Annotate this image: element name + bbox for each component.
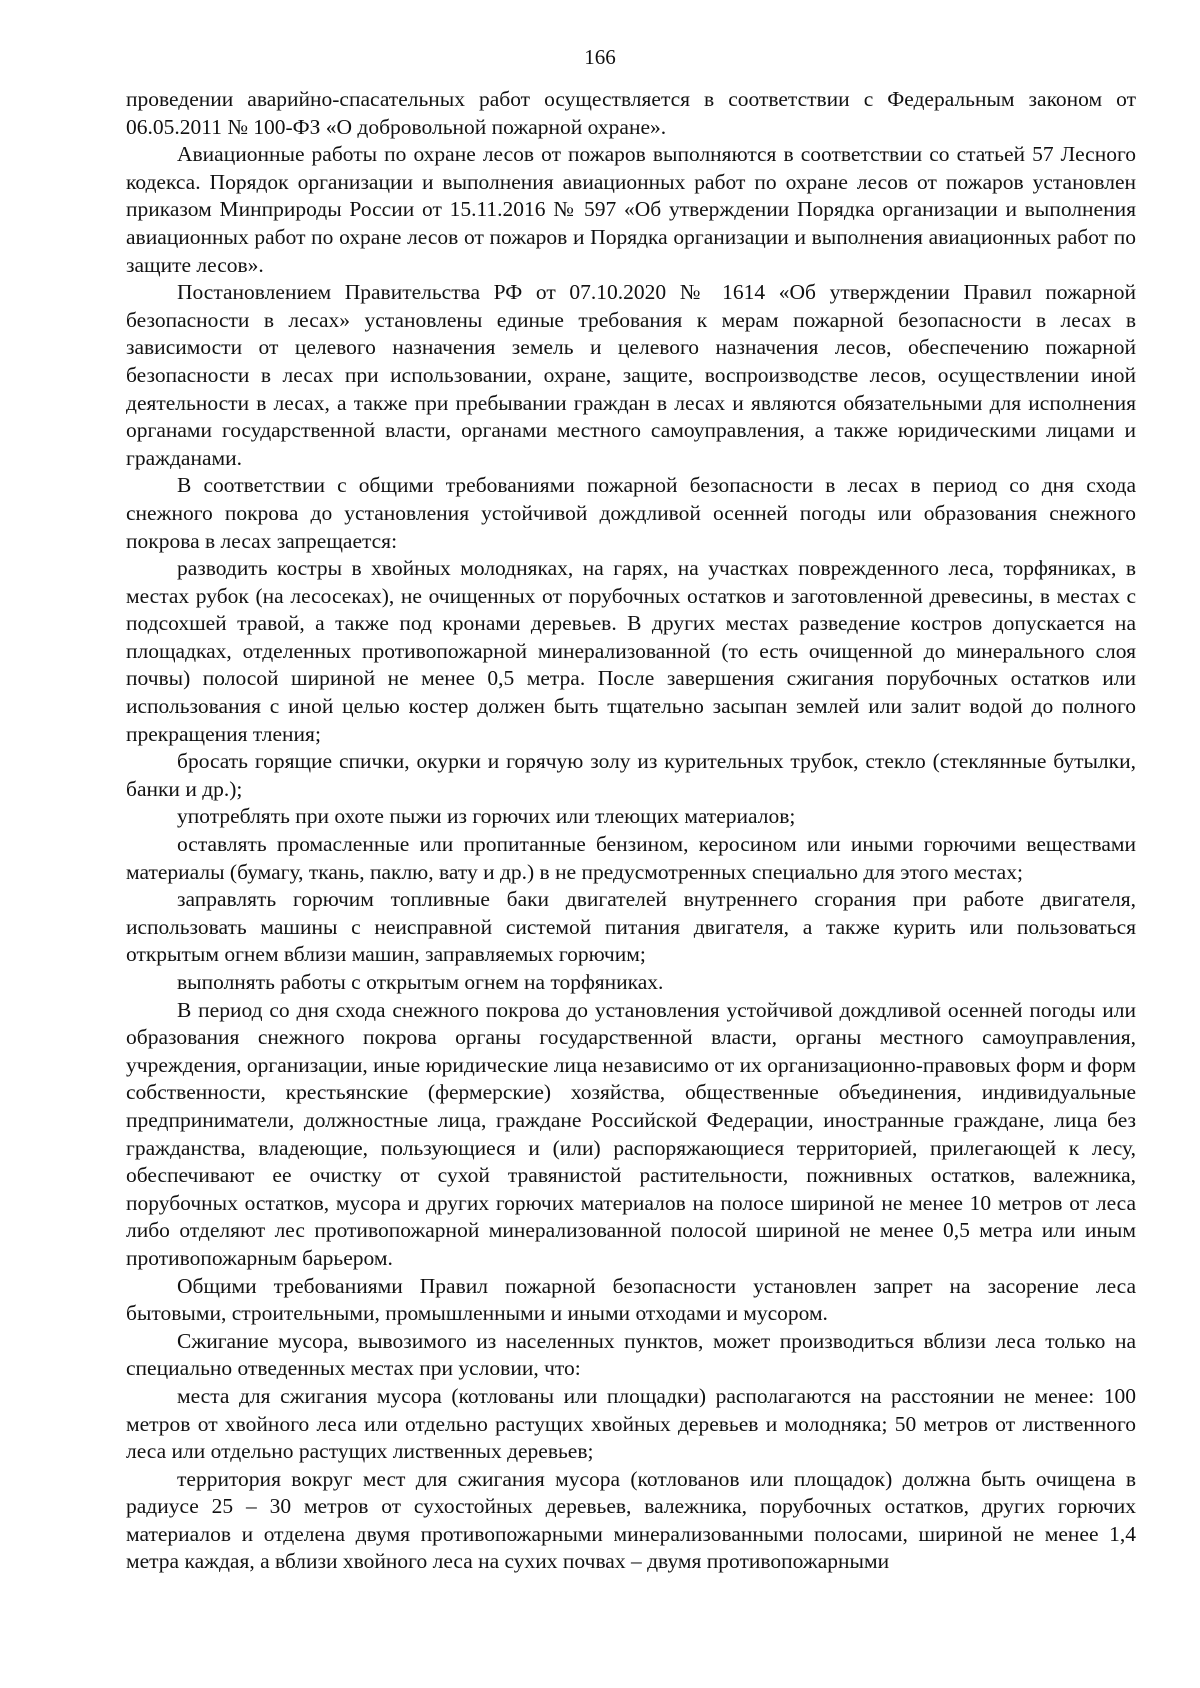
- paragraph-waste-burning: Сжигание мусора, вывозимого из населенных пунктов, может производиться вблизи леса только на специально отведенных местах при условии, что:: [126, 1328, 1136, 1381]
- paragraph-prohibitions-intro: В соответствии с общими требованиями пожарной безопасности в лесах в период со дня схода снежного покрова до установления устойчивой дождливой осенней погоды или образования снежного покрова в лесах запрещается:: [126, 473, 1136, 553]
- list-item-wads: употреблять при охоте пыжи из горючих или тлеющих материалов;: [177, 804, 796, 829]
- list-item-burning-site-clearing: территория вокруг мест для сжигания мусора (котлованов или площадок) должна быть очищена в радиусе 25 – 30 метров от сухостойных деревьев, валежника, порубочных остатков, других горючих материалов и отделена двумя противопожарными минерализованными полосами, шириной не менее 1,4 метра каждая, а вблизи хвойного леса на сухих почвах – двумя противопожарными: [126, 1466, 1136, 1574]
- paragraph-aviation-works: Авиационные работы по охране лесов от пожаров выполняются в соответствии со статьей 57 Лесного кодекса. Порядок организации и выполнения авиационных работ по охране лесов от пожаров установлен приказом Минприроды России от 15.11.2016 № 597 «Об утверждении Порядка организации и выполнения авиационных работ по охране лесов от пожаров и Порядка организации и выполнения авиационных работ по защите лесов».: [126, 142, 1136, 277]
- document-body: [126, 86, 1136, 1576]
- list-item-peatlands: выполнять работы с открытым огнем на торфяниках.: [177, 970, 664, 994]
- paragraph-continuation: проведении аварийно-спасательных работ осуществляется в соответствии с Федеральным законом от 06.05.2011 № 100-ФЗ «О добровольной пожарной охране».: [126, 87, 1136, 139]
- list-item-burning-distances: места для сжигания мусора (котлованы или площадки) располагаются на расстоянии не менее: 100 метров от хвойного леса или отдельно растущих хвойных деревьев и молодняка; 50 метров от лиственного леса или отдельно растущих лиственных деревьев;: [126, 1383, 1136, 1464]
- list-item-campfires: разводить костры в хвойных молодняках, на гарях, на участках поврежденного леса, торфяниках, в местах рубок (на лесосеках), не очищенных от порубочных остатков и заготовленной древесины, в местах с подсохшей травой, а также под кронами деревьев. В других местах разведение костров допускается на площадках, отделенных противопожарной минерализованной (то есть очищенной до минерального слоя почвы) полосой шириной не менее 0,5 метра. После завершения сжигания порубочных остатков или использования с иной целью костер должен быть тщательно засыпан землей или залит водой до полного прекращения тления;: [126, 556, 1136, 746]
- list-item-refueling: заправлять горючим топливные баки двигателей внутреннего сгорания при работе двигателя, использовать машины с неисправной системой питания двигателя, а также курить или пользоваться открытым огнем вблизи машин, заправляемых горючим;: [126, 887, 1136, 967]
- page-number: 166: [584, 45, 616, 69]
- paragraph-littering-ban: Общими требованиями Правил пожарной безопасности установлен запрет на засорение леса бытовыми, строительными, промышленными и иными отходами и мусором.: [126, 1273, 1136, 1326]
- paragraph-government-decree: Постановлением Правительства РФ от 07.10.2020 № 1614 «Об утверждении Правил пожарной безопасности в лесах» установлены единые требования к мерам пожарной безопасности в лесах в зависимости от целевого назначения земель и целевого назначения лесов, обеспечению пожарной безопасности в лесах при использовании, охране, защите, воспроизводстве лесов, осуществлении иной деятельности в лесах, а также при пребывании граждан в лесах и являются обязательными для исполнения органами государственной власти, органами местного самоуправления, а также юридическими лицами и гражданами.: [126, 280, 1136, 470]
- paragraph-clearing-obligation: В период со дня схода снежного покрова до установления устойчивой дождливой осенней погоды или образования снежного покрова органы государственной власти, органы местного самоуправления, учреждения, организации, иные юридические лица независимо от их организационно-правовых форм и форм собственности, крестьянские (фермерские) хозяйства, общественные объединения, индивидуальные предприниматели, должностные лица, граждане Российской Федерации, иностранные граждане, лица без гражданства, владеющие, пользующиеся и (или) распоряжающиеся территорией, прилегающей к лесу, обеспечивают ее очистку от сухой травянистой растительности, пожнивных остатков, валежника, порубочных остатков, мусора и других горючих материалов на полосе шириной не менее 10 метров от леса либо отделяют лес противопожарной минерализованной полосой шириной не менее 0,5 метра или иным противопожарным барьером.: [126, 997, 1136, 1270]
- list-item-oily-materials: оставлять промасленные или пропитанные бензином, керосином или иными горючими веществами материалы (бумагу, ткань, паклю, вату и др.) в не предусмотренных специально для этого местах;: [126, 832, 1136, 884]
- list-item-matches: бросать горящие спички, окурки и горячую золу из курительных трубок, стекло (стеклянные бутылки, банки и др.);: [126, 749, 1136, 801]
